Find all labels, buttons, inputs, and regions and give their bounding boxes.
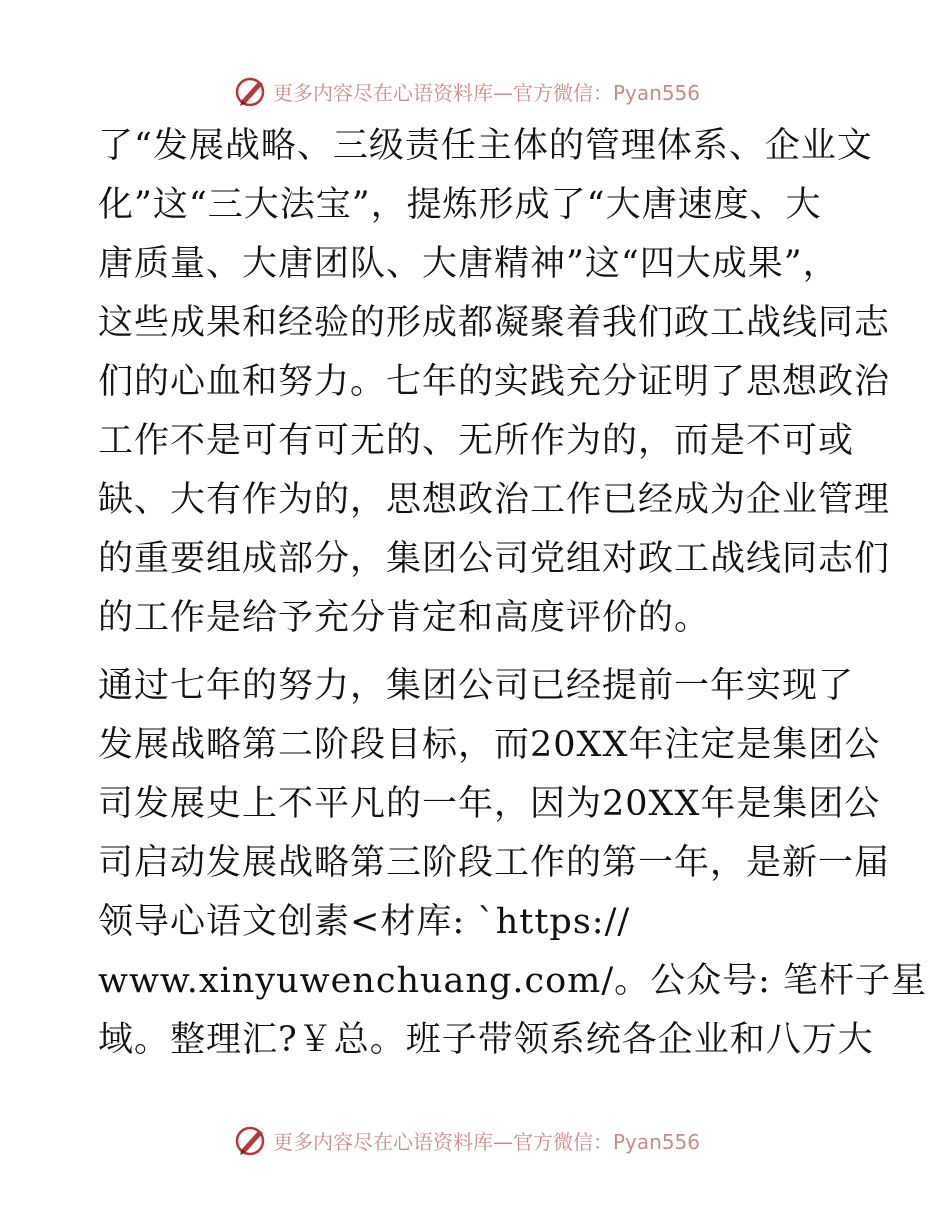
- footer-banner: [0, 1120, 950, 1160]
- footer-banner-text: 更多内容尽在心语资料库—官方微信：Pyan556: [273, 1129, 701, 1154]
- text-line: 发展战略第二阶段目标，而20XX年注定是集团公: [98, 725, 881, 765]
- text-line: 域。整理汇?￥总。班子带领系统各企业和八万大: [98, 1020, 874, 1060]
- text-line: 通过七年的努力，集团公司已经提前一年实现了: [98, 666, 855, 706]
- header-banner: [0, 71, 950, 111]
- text-line: 工作不是可有可无的、无所作为的，而是不可或: [98, 421, 855, 461]
- text-line: 们的心血和努力。七年的实践充分证明了思想政治: [98, 362, 891, 402]
- text-line: 的工作是给予充分肯定和高度评价的。: [98, 598, 711, 638]
- text-line: 化”这“三大法宝”，提炼形成了“大唐速度、大: [98, 185, 822, 225]
- text-line: 缺、大有作为的，思想政治工作已经成为企业管理: [98, 480, 891, 520]
- pen-circle-logo-icon: [233, 1122, 269, 1158]
- text-line: www.xinyuwenchuang.com/。公众号: 笔杆子星: [98, 961, 928, 1001]
- header-banner-text: 更多内容尽在心语资料库—官方微信：Pyan556: [273, 80, 701, 105]
- text-line: 了“发展战略、三级责任主体的管理体系、企业文: [98, 126, 873, 166]
- text-line: 领导心语文创素<材库: `https://: [98, 902, 631, 942]
- text-line: 司发展史上不平凡的一年，因为20XX年是集团公: [98, 784, 881, 824]
- text-line: 的重要组成部分，集团公司党组对政工战线同志们: [98, 539, 891, 579]
- pen-circle-logo-icon: [233, 73, 269, 109]
- text-line: 唐质量、大唐团队、大唐精神”这“四大成果”，: [98, 244, 839, 284]
- text-line: 司启动发展战略第三阶段工作的第一年，是新一届: [98, 843, 891, 883]
- text-line: 这些成果和经验的形成都凝聚着我们政工战线同志: [98, 303, 891, 343]
